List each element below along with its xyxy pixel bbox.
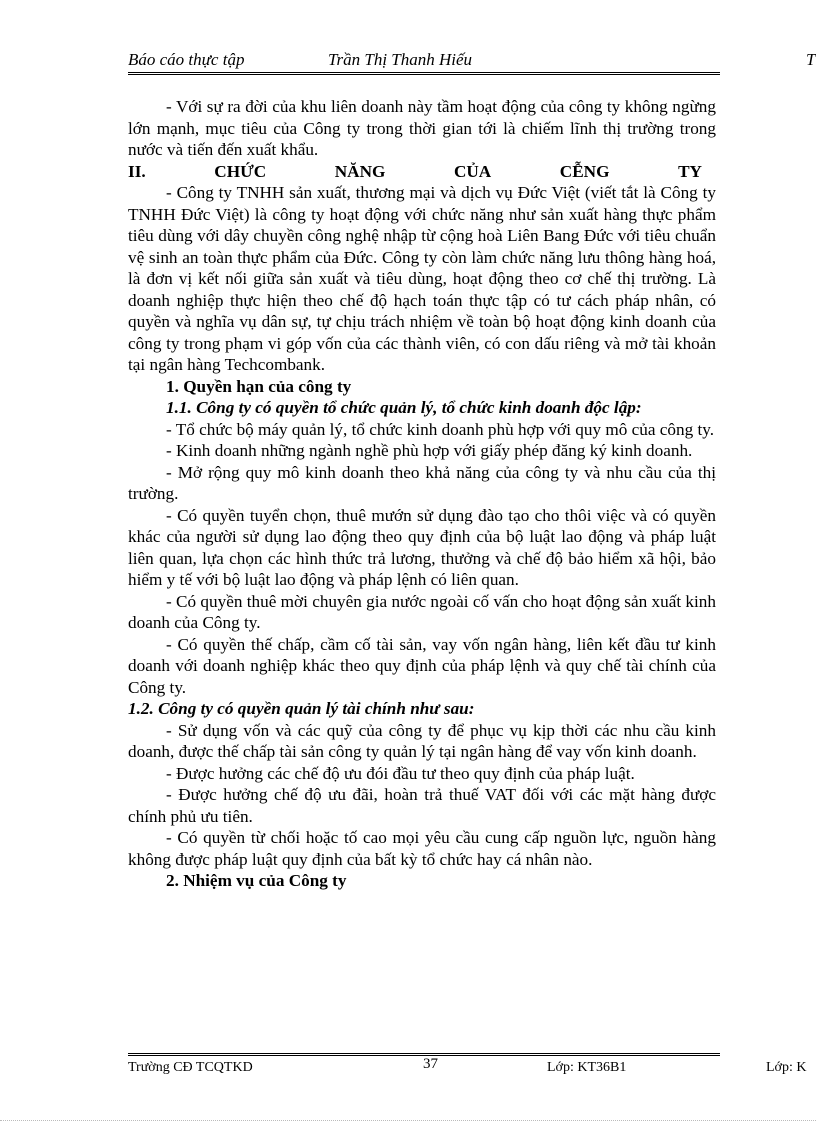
page-number: 37 [423,1056,438,1072]
header-fragment: T [806,50,816,69]
document-body [128,96,716,892]
subheading: 1. Quyền hạn của công ty [166,376,352,396]
page-header [128,48,816,72]
paragraph: - Có quyền tuyển chọn, thuê mướn sử dụng đào tạo cho thôi việc và có quyền khác của người sử dụng lao động theo quy định của bộ luật lao động và pháp luật liên quan, lựa chọn các hình thức trả lương, thưởng và chế độ bảo hiểm xã hội, bảo hiểm y tế với bộ luật lao động và pháp lệnh có liên quan. [128,505,716,589]
paragraph: - Được hưởng các chế độ ưu đói đầu tư theo quy định của pháp luật. [166,763,635,783]
section-word: CỄNG [559,161,610,181]
footer-class-fragment: Lớp: K [766,1060,807,1075]
subheading-italic: 1.1. Công ty có quyền tổ chức quản lý, tổ chức kinh doanh độc lập: [166,398,642,417]
paragraph: - Có quyền thuê mời chuyên gia nước ngoài cố vấn cho hoạt động sản xuất kinh doanh của Công ty. [128,591,716,632]
paragraph: - Kinh doanh những ngành nghề phù hợp với giấy phép đăng ký kinh doanh. [166,441,693,460]
paragraph: - Tổ chức bộ máy quản lý, tổ chức kinh doanh phù hợp với quy mô của công ty. [166,419,715,439]
paragraph: - Được hưởng chế độ ưu đãi, hoàn trả thuế VAT đối với các mặt hàng được chính phủ ưu tiên. [128,785,716,826]
header-rule [128,72,720,75]
paragraph: - Mở rộng quy mô kinh doanh theo khả năng của công ty và nhu cầu của thị trường. [128,462,716,503]
footer-school: Trường CĐ TCQTKD [128,1060,253,1075]
section-heading [128,161,716,183]
section-word: CHỨC [214,161,267,181]
paragraph: - Với sự ra đời của khu liên doanh này tầm hoạt động của công ty không ngừng lớn mạnh, mục tiêu của Công ty trong thời gian tới là chiếm lĩnh thị trường trong nước và tiến đến xuất khẩu. [128,97,716,159]
subheading-italic: 1.2. Công ty có quyền quản lý tài chính như sau: [128,699,475,718]
section-word: TY [678,161,702,181]
paragraph: - Công ty TNHH sản xuất, thương mại và dịch vụ Đức Việt (viết tắt là Công ty TNHH Đức Việt) là công ty hoạt động với chức năng như sản xuất hàng thực phẩm tiêu dùng với dây chuyền công nghệ nhập từ cộng hoà Liên Bang Đức với tiêu chuẩn vệ sinh an toàn thực phẩm của Đức. Công ty còn làm chức năng lưu thông hàng hoá, là đơn vị kết nối giữa sản xuất và tiêu dùng, hoạt động theo cơ chế thị trường. Là doanh nghiệp thực hiện theo chế độ hạch toán thực tập có tư cách pháp nhân, có quyền và nghĩa vụ dân sự, tự chịu trách nhiệm về toàn bộ hoạt động kinh doanh của công ty trong phạm vi góp vốn của các thành viên, có con dấu riêng và mở tài khoản tại ngân hàng Techcombank. [128,183,716,374]
page-edge-divider [0,1120,816,1121]
header-report-title: Báo cáo thực tập [128,50,245,69]
subheading: 2. Nhiệm vụ của Công ty [166,871,347,890]
page-footer [0,1058,816,1078]
section-word: II. [128,161,146,181]
paragraph: - Có quyền thế chấp, cầm cố tài sản, vay vốn ngân hàng, liên kết đầu tư kinh doanh với doanh nghiệp khác theo quy định của pháp lệnh và quy chế tài chính của Công ty. [128,634,716,697]
footer-class: Lớp: KT36B1 [547,1060,627,1075]
paragraph: - Sử dụng vốn và các quỹ của công ty để phục vụ kịp thời các nhu cầu kinh doanh, được thế chấp tài sản công ty quản lý tại ngân hàng để vay vốn kinh doanh. [128,720,716,761]
section-word: NĂNG [334,161,386,181]
section-word: CỦA [453,161,492,181]
header-author: Trần Thị Thanh Hiếu [328,50,473,69]
paragraph: - Có quyền từ chối hoặc tố cao mọi yêu cầu cung cấp nguồn lực, nguồn hàng không được pháp luật quy định của bất kỳ tổ chức hay cá nhân nào. [128,828,716,869]
